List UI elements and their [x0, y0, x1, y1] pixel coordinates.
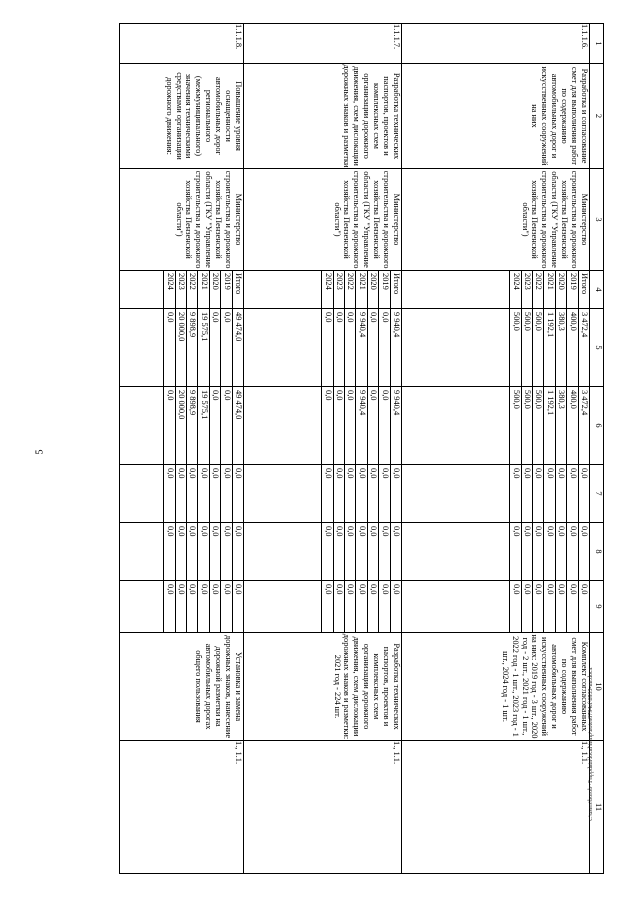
value-cell: 0,0 [232, 465, 243, 522]
value-cell: 0,0 [532, 465, 543, 522]
value-cell: 0,0 [367, 523, 378, 580]
year-cell: 2019 [566, 271, 577, 308]
year-cell: 2022 [532, 271, 543, 308]
value-cell: 0,0 [555, 523, 566, 580]
value-cell: 9 898,9 [186, 309, 197, 386]
file-path-footer: c:\users\borob~1\appdata\local\temp\notes8794ef\6933-nn.docx [588, 667, 594, 821]
row-funding-col8 [244, 523, 402, 581]
value-cell: 0,0 [197, 523, 208, 580]
row-funding-col7 [120, 465, 244, 523]
year-cell: 2019 [220, 271, 231, 308]
value-cell: 0,0 [555, 581, 566, 632]
value-cell: 0,0 [333, 465, 344, 522]
value-cell: 500,0 [521, 387, 532, 464]
value-cell: 3 472,4 [578, 387, 589, 464]
value-list [321, 581, 401, 632]
value-cell: 0,0 [163, 387, 174, 464]
value-cell: 500,0 [521, 309, 532, 386]
value-list [509, 581, 589, 632]
value-cell: 1 192,1 [543, 387, 554, 464]
years-list [163, 271, 243, 308]
row-funding-col9 [244, 581, 402, 633]
value-cell: 0,0 [344, 387, 355, 464]
value-cell: 0,0 [378, 523, 389, 580]
value-cell: 0,0 [175, 523, 186, 580]
value-cell: 0,0 [566, 523, 577, 580]
row-funding-col8 [120, 523, 244, 581]
value-cell: 0,0 [220, 581, 231, 632]
row-years [244, 271, 402, 309]
value-cell: 20 000,0 [175, 387, 186, 464]
row-indicator-reference: 1., 1.1. [402, 741, 590, 874]
value-cell: 0,0 [521, 465, 532, 522]
value-cell: 0,0 [521, 581, 532, 632]
value-cell: 9 940,4 [355, 309, 366, 386]
row-funding-col8 [402, 523, 590, 581]
row-total-funding [244, 309, 402, 387]
value-list [163, 309, 243, 386]
row-regional-funding [244, 387, 402, 465]
value-cell: 0,0 [367, 387, 378, 464]
value-cell: 0,0 [209, 523, 220, 580]
column-number: 10 [590, 633, 604, 741]
row-activity-name: Разработка и согласование смет для выполнения работ по содержанию автомобильных дорог и искусственных сооружений на них [402, 64, 590, 169]
value-cell: 0,0 [209, 309, 220, 386]
value-cell: 0,0 [566, 465, 577, 522]
year-cell: 2023 [521, 271, 532, 308]
row-regional-funding [402, 387, 590, 465]
row-code: 1.1.1.6. [402, 24, 590, 64]
row-regional-funding [120, 387, 244, 465]
row-expected-result: Разработка технических паспортов, проектов и комплексных схем организации дорожного движения, схем дислокации дорожных знаков и разметки: 2021 год - 224 шт. [244, 633, 402, 741]
year-cell: 2020 [209, 271, 220, 308]
value-cell: 1 192,1 [543, 309, 554, 386]
value-cell: 0,0 [543, 465, 554, 522]
row-activity-name: Разработка технических паспортов, проектов и комплексных схем организации дорожного движения, схем дислокации дорожных знаков и разметки [244, 64, 402, 169]
value-cell: 0,0 [186, 465, 197, 522]
value-cell: 0,0 [186, 523, 197, 580]
column-number: 1 [590, 24, 604, 64]
value-cell: 0,0 [344, 465, 355, 522]
value-cell: 0,0 [390, 523, 401, 580]
year-cell: 2022 [344, 271, 355, 308]
value-cell: 0,0 [197, 465, 208, 522]
value-cell: 0,0 [220, 523, 231, 580]
value-list [509, 523, 589, 580]
value-cell: 9 940,4 [390, 309, 401, 386]
value-cell: 0,0 [321, 581, 332, 632]
value-cell: 19 575,1 [197, 309, 208, 386]
row-total-funding [402, 309, 590, 387]
value-cell: 0,0 [578, 465, 589, 522]
year-cell: Итого [232, 271, 243, 308]
value-cell: 0,0 [367, 581, 378, 632]
row-funding-col9 [402, 581, 590, 633]
column-number: 3 [590, 169, 604, 271]
value-cell: 0,0 [209, 581, 220, 632]
column-number: 2 [590, 64, 604, 169]
year-cell: 2023 [175, 271, 186, 308]
year-cell: 2021 [197, 271, 208, 308]
year-cell: 2024 [163, 271, 174, 308]
value-list [321, 309, 401, 386]
value-cell: 0,0 [390, 465, 401, 522]
value-cell: 0,0 [378, 581, 389, 632]
value-cell: 0,0 [333, 387, 344, 464]
value-cell: 0,0 [175, 581, 186, 632]
table-row [244, 24, 402, 874]
value-cell: 0,0 [321, 387, 332, 464]
value-cell: 0,0 [378, 309, 389, 386]
value-cell: 0,0 [344, 523, 355, 580]
value-cell: 0,0 [521, 523, 532, 580]
value-cell: 0,0 [220, 387, 231, 464]
value-cell: 49 474,0 [232, 387, 243, 464]
value-cell: 9 940,4 [355, 387, 366, 464]
year-cell: 2023 [333, 271, 344, 308]
value-cell: 0,0 [220, 309, 231, 386]
value-cell: 0,0 [390, 581, 401, 632]
column-number: 8 [590, 523, 604, 581]
table-row [402, 24, 590, 874]
value-cell: 500,0 [532, 387, 543, 464]
value-list [163, 387, 243, 464]
value-cell: 0,0 [355, 465, 366, 522]
year-cell: 2020 [367, 271, 378, 308]
value-cell: 0,0 [578, 581, 589, 632]
year-cell: 2024 [509, 271, 520, 308]
value-cell: 0,0 [532, 523, 543, 580]
value-cell: 0,0 [186, 581, 197, 632]
value-cell: 380,3 [555, 387, 566, 464]
year-cell: 2019 [378, 271, 389, 308]
row-years [120, 271, 244, 309]
value-cell: 400,0 [566, 309, 577, 386]
value-cell: 0,0 [163, 309, 174, 386]
value-cell: 0,0 [344, 581, 355, 632]
year-cell: 2021 [543, 271, 554, 308]
row-executor: Министерство строительства и дорожного хозяйства Пензенской области (ГКУ "Управление строительства и дорожного хозяйства Пензенской области") [244, 169, 402, 271]
value-cell: 0,0 [566, 581, 577, 632]
value-cell: 20 000,0 [175, 309, 186, 386]
value-list [509, 387, 589, 464]
value-cell: 0,0 [220, 465, 231, 522]
year-cell: 2022 [186, 271, 197, 308]
value-cell: 0,0 [509, 581, 520, 632]
row-executor: Министерство строительства и дорожного хозяйства Пензенской области (ГКУ "Управление строительства и дорожного хозяйства Пензенской области") [120, 169, 244, 271]
value-cell: 0,0 [344, 309, 355, 386]
value-cell: 0,0 [509, 465, 520, 522]
value-list [509, 465, 589, 522]
year-cell: 2021 [355, 271, 366, 308]
value-cell: 0,0 [543, 581, 554, 632]
value-cell: 380,3 [555, 309, 566, 386]
year-cell: Итого [390, 271, 401, 308]
value-cell: 0,0 [355, 523, 366, 580]
value-cell: 0,0 [355, 581, 366, 632]
value-cell: 3 472,4 [578, 309, 589, 386]
years-list [509, 271, 589, 308]
value-cell: 0,0 [321, 465, 332, 522]
year-cell: 2024 [321, 271, 332, 308]
value-cell: 400,0 [566, 387, 577, 464]
value-cell: 0,0 [197, 581, 208, 632]
value-cell: 0,0 [543, 523, 554, 580]
value-cell: 0,0 [321, 309, 332, 386]
value-cell: 0,0 [555, 465, 566, 522]
row-expected-result: Установка и замена дорожных знаков, нанесение дорожной разметки на автомобильных дорогах общего пользования [120, 633, 244, 741]
row-executor: Министерство строительства и дорожного хозяйства Пензенской области (ГКУ "Управление строительства и дорожного хозяйства Пензенской области") [402, 169, 590, 271]
value-cell: 0,0 [175, 465, 186, 522]
value-cell: 0,0 [367, 465, 378, 522]
value-cell: 500,0 [532, 309, 543, 386]
value-cell: 0,0 [333, 309, 344, 386]
value-cell: 49 474,0 [232, 309, 243, 386]
value-cell: 9 940,4 [390, 387, 401, 464]
column-number: 4 [590, 271, 604, 309]
value-cell: 0,0 [232, 523, 243, 580]
page-number: 5 [34, 449, 46, 455]
row-code: 1.1.1.8. [120, 24, 244, 64]
column-number: 7 [590, 465, 604, 523]
column-number: 6 [590, 387, 604, 465]
value-cell: 0,0 [232, 581, 243, 632]
column-number: 9 [590, 581, 604, 633]
row-funding-col9 [120, 581, 244, 633]
table-row [120, 24, 244, 874]
column-number: 5 [590, 309, 604, 387]
value-cell: 500,0 [509, 387, 520, 464]
value-cell: 0,0 [163, 465, 174, 522]
year-cell: Итого [578, 271, 589, 308]
value-list [321, 523, 401, 580]
value-cell: 19 575,1 [197, 387, 208, 464]
value-list [321, 387, 401, 464]
value-cell: 0,0 [509, 523, 520, 580]
year-cell: 2020 [555, 271, 566, 308]
row-expected-result: Комплект согласованных смет для выполнения работ по содержанию автомобильных дорог и искусственных сооружений на них: 2019 год - 3 шт., 2020 год - 2 шт., 2021 год - 1 шт., 2022 год - 1 шт., 2023 год - 1 шт., 2024 год - 1 шт. [402, 633, 590, 741]
value-cell: 0,0 [378, 465, 389, 522]
value-cell: 0,0 [209, 387, 220, 464]
rotated-table-wrapper [104, 23, 604, 873]
program-activities-table [119, 23, 604, 874]
value-cell: 0,0 [578, 523, 589, 580]
value-cell: 0,0 [367, 309, 378, 386]
value-list [163, 465, 243, 522]
value-cell: 0,0 [163, 523, 174, 580]
value-cell: 0,0 [321, 523, 332, 580]
row-indicator-reference: 1., 1.1. [120, 741, 244, 874]
value-list [163, 581, 243, 632]
value-list [321, 465, 401, 522]
years-list [321, 271, 401, 308]
value-cell: 0,0 [209, 465, 220, 522]
row-code: 1.1.1.7. [244, 24, 402, 64]
row-indicator-reference: 1., 1.1. [244, 741, 402, 874]
value-cell: 0,0 [333, 581, 344, 632]
value-cell: 0,0 [333, 523, 344, 580]
value-cell: 0,0 [378, 387, 389, 464]
row-activity-name: Повышение уровня оснащенности автомобильных дорог регионального (межмуниципального) значения техническими средствами организации дорожного движения: [120, 64, 244, 169]
row-total-funding [120, 309, 244, 387]
row-years [402, 271, 590, 309]
value-cell: 0,0 [532, 581, 543, 632]
column-number: 11 [590, 741, 604, 874]
value-list [509, 309, 589, 386]
value-cell: 500,0 [509, 309, 520, 386]
value-list [163, 523, 243, 580]
value-cell: 9 898,9 [186, 387, 197, 464]
row-funding-col7 [244, 465, 402, 523]
value-cell: 0,0 [163, 581, 174, 632]
row-funding-col7 [402, 465, 590, 523]
